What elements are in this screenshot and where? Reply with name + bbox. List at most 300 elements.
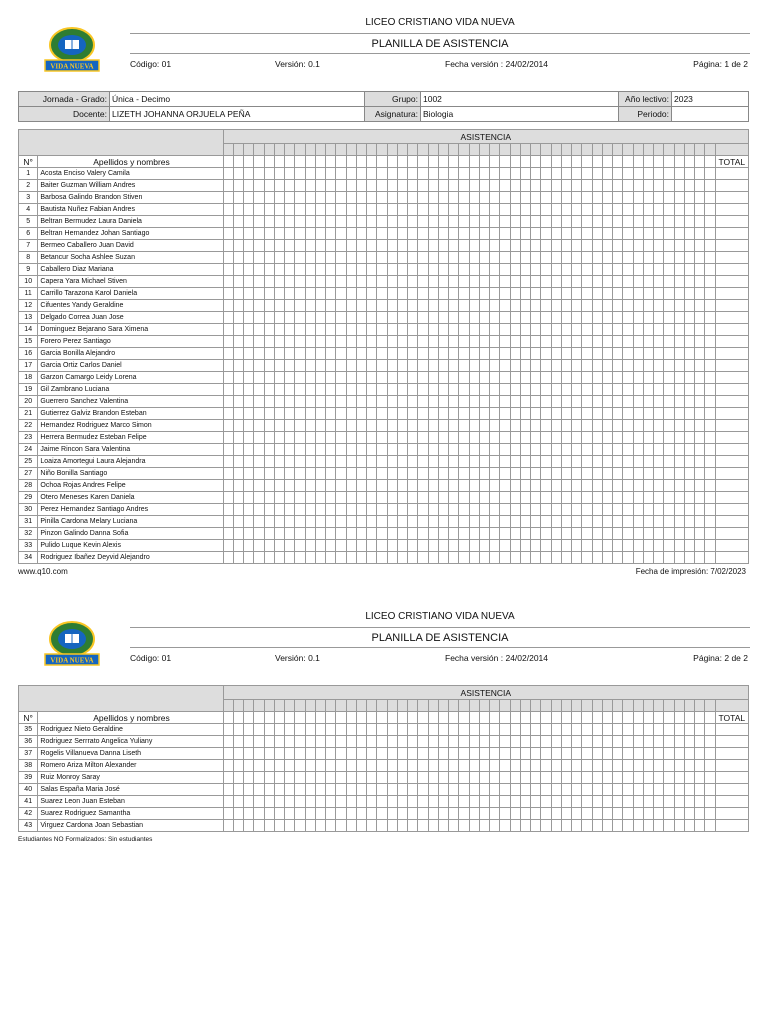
attendance-cell[interactable] — [418, 760, 428, 772]
attendance-cell[interactable] — [602, 528, 612, 540]
attendance-cell[interactable] — [438, 724, 448, 736]
attendance-cell[interactable] — [623, 336, 633, 348]
attendance-cell[interactable] — [602, 760, 612, 772]
attendance-cell[interactable] — [551, 336, 561, 348]
attendance-cell[interactable] — [408, 312, 418, 324]
attendance-cell[interactable] — [408, 480, 418, 492]
attendance-cell[interactable] — [490, 748, 500, 760]
attendance-cell[interactable] — [387, 216, 397, 228]
attendance-cell[interactable] — [295, 408, 305, 420]
attendance-cell[interactable] — [326, 540, 336, 552]
attendance-cell[interactable] — [336, 540, 346, 552]
attendance-cell[interactable] — [244, 276, 254, 288]
attendance-cell[interactable] — [305, 168, 315, 180]
attendance-cell[interactable] — [613, 348, 623, 360]
attendance-cell[interactable] — [684, 724, 694, 736]
attendance-cell[interactable] — [274, 480, 284, 492]
attendance-cell[interactable] — [602, 348, 612, 360]
attendance-cell[interactable] — [654, 772, 664, 784]
attendance-cell[interactable] — [254, 724, 264, 736]
attendance-cell[interactable] — [541, 240, 551, 252]
attendance-cell[interactable] — [449, 240, 459, 252]
attendance-cell[interactable] — [408, 492, 418, 504]
attendance-cell[interactable] — [633, 276, 643, 288]
attendance-cell[interactable] — [613, 360, 623, 372]
attendance-cell[interactable] — [531, 504, 541, 516]
attendance-cell[interactable] — [490, 444, 500, 456]
attendance-cell[interactable] — [520, 540, 530, 552]
attendance-cell[interactable] — [623, 288, 633, 300]
attendance-cell[interactable] — [397, 528, 407, 540]
attendance-cell[interactable] — [561, 724, 571, 736]
attendance-cell[interactable] — [602, 468, 612, 480]
attendance-cell[interactable] — [274, 408, 284, 420]
attendance-cell[interactable] — [264, 420, 274, 432]
attendance-cell[interactable] — [305, 468, 315, 480]
attendance-cell[interactable] — [356, 796, 366, 808]
attendance-cell[interactable] — [295, 216, 305, 228]
attendance-cell[interactable] — [623, 552, 633, 564]
attendance-cell[interactable] — [428, 264, 438, 276]
attendance-cell[interactable] — [377, 784, 387, 796]
attendance-cell[interactable] — [418, 228, 428, 240]
attendance-cell[interactable] — [520, 796, 530, 808]
attendance-cell[interactable] — [572, 516, 582, 528]
attendance-cell[interactable] — [633, 784, 643, 796]
attendance-cell[interactable] — [377, 736, 387, 748]
attendance-cell[interactable] — [295, 228, 305, 240]
attendance-cell[interactable] — [531, 204, 541, 216]
attendance-cell[interactable] — [336, 276, 346, 288]
attendance-cell[interactable] — [408, 360, 418, 372]
attendance-cell[interactable] — [582, 540, 592, 552]
attendance-cell[interactable] — [346, 336, 356, 348]
attendance-cell[interactable] — [469, 324, 479, 336]
attendance-cell[interactable] — [520, 468, 530, 480]
attendance-cell[interactable] — [469, 372, 479, 384]
attendance-cell[interactable] — [326, 408, 336, 420]
attendance-cell[interactable] — [469, 808, 479, 820]
attendance-cell[interactable] — [356, 808, 366, 820]
date-header-cell[interactable] — [613, 144, 623, 156]
attendance-cell[interactable] — [285, 396, 295, 408]
attendance-cell[interactable] — [705, 336, 715, 348]
attendance-cell[interactable] — [572, 528, 582, 540]
attendance-cell[interactable] — [459, 288, 469, 300]
attendance-cell[interactable] — [510, 504, 520, 516]
attendance-cell[interactable] — [377, 432, 387, 444]
attendance-cell[interactable] — [438, 432, 448, 444]
attendance-cell[interactable] — [633, 228, 643, 240]
attendance-cell[interactable] — [295, 528, 305, 540]
attendance-cell[interactable] — [510, 724, 520, 736]
attendance-cell[interactable] — [510, 820, 520, 832]
attendance-cell[interactable] — [510, 360, 520, 372]
attendance-cell[interactable] — [387, 480, 397, 492]
attendance-cell[interactable] — [531, 324, 541, 336]
attendance-cell[interactable] — [623, 276, 633, 288]
date-header-cell[interactable] — [223, 700, 233, 712]
attendance-cell[interactable] — [285, 736, 295, 748]
attendance-cell[interactable] — [244, 432, 254, 444]
attendance-cell[interactable] — [705, 540, 715, 552]
attendance-cell[interactable] — [449, 528, 459, 540]
attendance-cell[interactable] — [479, 204, 489, 216]
attendance-cell[interactable] — [500, 432, 510, 444]
attendance-cell[interactable] — [520, 348, 530, 360]
attendance-cell[interactable] — [274, 432, 284, 444]
attendance-cell[interactable] — [408, 192, 418, 204]
attendance-cell[interactable] — [643, 408, 653, 420]
attendance-cell[interactable] — [531, 492, 541, 504]
attendance-cell[interactable] — [295, 312, 305, 324]
attendance-cell[interactable] — [356, 240, 366, 252]
attendance-cell[interactable] — [633, 492, 643, 504]
attendance-cell[interactable] — [613, 808, 623, 820]
attendance-cell[interactable] — [572, 552, 582, 564]
attendance-cell[interactable] — [500, 240, 510, 252]
attendance-cell[interactable] — [623, 492, 633, 504]
attendance-cell[interactable] — [449, 492, 459, 504]
attendance-cell[interactable] — [295, 264, 305, 276]
attendance-cell[interactable] — [295, 384, 305, 396]
attendance-cell[interactable] — [346, 312, 356, 324]
attendance-cell[interactable] — [264, 784, 274, 796]
attendance-cell[interactable] — [315, 468, 325, 480]
attendance-cell[interactable] — [633, 192, 643, 204]
attendance-cell[interactable] — [602, 772, 612, 784]
attendance-cell[interactable] — [674, 528, 684, 540]
attendance-cell[interactable] — [490, 408, 500, 420]
attendance-cell[interactable] — [305, 492, 315, 504]
attendance-cell[interactable] — [233, 796, 243, 808]
attendance-cell[interactable] — [274, 300, 284, 312]
attendance-cell[interactable] — [664, 784, 674, 796]
attendance-cell[interactable] — [459, 228, 469, 240]
attendance-cell[interactable] — [561, 528, 571, 540]
attendance-cell[interactable] — [356, 516, 366, 528]
attendance-cell[interactable] — [449, 216, 459, 228]
attendance-cell[interactable] — [459, 336, 469, 348]
attendance-cell[interactable] — [695, 528, 705, 540]
attendance-cell[interactable] — [264, 540, 274, 552]
attendance-cell[interactable] — [510, 168, 520, 180]
attendance-cell[interactable] — [408, 276, 418, 288]
attendance-cell[interactable] — [572, 492, 582, 504]
attendance-cell[interactable] — [541, 408, 551, 420]
attendance-cell[interactable] — [326, 288, 336, 300]
attendance-cell[interactable] — [418, 528, 428, 540]
attendance-cell[interactable] — [315, 480, 325, 492]
attendance-cell[interactable] — [500, 408, 510, 420]
attendance-cell[interactable] — [490, 540, 500, 552]
attendance-cell[interactable] — [449, 300, 459, 312]
attendance-cell[interactable] — [695, 360, 705, 372]
date-header-cell[interactable] — [654, 144, 664, 156]
attendance-cell[interactable] — [233, 180, 243, 192]
attendance-cell[interactable] — [418, 420, 428, 432]
attendance-cell[interactable] — [274, 528, 284, 540]
attendance-cell[interactable] — [561, 180, 571, 192]
attendance-cell[interactable] — [561, 336, 571, 348]
attendance-cell[interactable] — [633, 396, 643, 408]
attendance-cell[interactable] — [295, 324, 305, 336]
attendance-cell[interactable] — [674, 312, 684, 324]
attendance-cell[interactable] — [459, 456, 469, 468]
attendance-cell[interactable] — [377, 396, 387, 408]
attendance-cell[interactable] — [469, 504, 479, 516]
attendance-cell[interactable] — [326, 372, 336, 384]
attendance-cell[interactable] — [531, 456, 541, 468]
attendance-cell[interactable] — [479, 784, 489, 796]
attendance-cell[interactable] — [582, 724, 592, 736]
attendance-cell[interactable] — [654, 516, 664, 528]
attendance-cell[interactable] — [274, 808, 284, 820]
attendance-cell[interactable] — [613, 480, 623, 492]
attendance-cell[interactable] — [500, 420, 510, 432]
attendance-cell[interactable] — [531, 228, 541, 240]
attendance-cell[interactable] — [633, 444, 643, 456]
attendance-cell[interactable] — [315, 384, 325, 396]
attendance-cell[interactable] — [572, 384, 582, 396]
attendance-cell[interactable] — [336, 204, 346, 216]
attendance-cell[interactable] — [438, 796, 448, 808]
attendance-cell[interactable] — [541, 552, 551, 564]
attendance-cell[interactable] — [469, 240, 479, 252]
attendance-cell[interactable] — [551, 736, 561, 748]
attendance-cell[interactable] — [397, 360, 407, 372]
attendance-cell[interactable] — [285, 192, 295, 204]
attendance-cell[interactable] — [408, 432, 418, 444]
attendance-cell[interactable] — [592, 432, 602, 444]
attendance-cell[interactable] — [254, 540, 264, 552]
attendance-cell[interactable] — [356, 528, 366, 540]
attendance-cell[interactable] — [223, 808, 233, 820]
attendance-cell[interactable] — [367, 420, 377, 432]
attendance-cell[interactable] — [705, 264, 715, 276]
attendance-cell[interactable] — [336, 180, 346, 192]
attendance-cell[interactable] — [602, 168, 612, 180]
attendance-cell[interactable] — [274, 760, 284, 772]
attendance-cell[interactable] — [674, 820, 684, 832]
attendance-cell[interactable] — [520, 724, 530, 736]
attendance-cell[interactable] — [479, 276, 489, 288]
attendance-cell[interactable] — [592, 480, 602, 492]
attendance-cell[interactable] — [274, 204, 284, 216]
attendance-cell[interactable] — [551, 192, 561, 204]
attendance-cell[interactable] — [264, 300, 274, 312]
attendance-cell[interactable] — [695, 396, 705, 408]
attendance-cell[interactable] — [551, 240, 561, 252]
attendance-cell[interactable] — [531, 360, 541, 372]
attendance-cell[interactable] — [592, 300, 602, 312]
attendance-cell[interactable] — [582, 384, 592, 396]
attendance-cell[interactable] — [633, 760, 643, 772]
attendance-cell[interactable] — [643, 772, 653, 784]
attendance-cell[interactable] — [674, 540, 684, 552]
attendance-cell[interactable] — [602, 264, 612, 276]
attendance-cell[interactable] — [397, 324, 407, 336]
attendance-cell[interactable] — [459, 724, 469, 736]
attendance-cell[interactable] — [674, 504, 684, 516]
attendance-cell[interactable] — [654, 480, 664, 492]
attendance-cell[interactable] — [705, 796, 715, 808]
attendance-cell[interactable] — [459, 760, 469, 772]
attendance-cell[interactable] — [449, 348, 459, 360]
attendance-cell[interactable] — [643, 808, 653, 820]
attendance-cell[interactable] — [490, 372, 500, 384]
attendance-cell[interactable] — [377, 408, 387, 420]
attendance-cell[interactable] — [633, 480, 643, 492]
attendance-cell[interactable] — [541, 348, 551, 360]
attendance-cell[interactable] — [408, 336, 418, 348]
attendance-cell[interactable] — [223, 468, 233, 480]
attendance-cell[interactable] — [356, 540, 366, 552]
attendance-cell[interactable] — [459, 468, 469, 480]
attendance-cell[interactable] — [285, 528, 295, 540]
attendance-cell[interactable] — [705, 808, 715, 820]
attendance-cell[interactable] — [500, 372, 510, 384]
attendance-cell[interactable] — [397, 504, 407, 516]
attendance-cell[interactable] — [531, 820, 541, 832]
attendance-cell[interactable] — [305, 384, 315, 396]
attendance-cell[interactable] — [623, 444, 633, 456]
attendance-cell[interactable] — [541, 760, 551, 772]
attendance-cell[interactable] — [541, 724, 551, 736]
attendance-cell[interactable] — [459, 820, 469, 832]
attendance-cell[interactable] — [315, 516, 325, 528]
attendance-cell[interactable] — [561, 540, 571, 552]
attendance-cell[interactable] — [408, 736, 418, 748]
attendance-cell[interactable] — [592, 552, 602, 564]
attendance-cell[interactable] — [346, 228, 356, 240]
attendance-cell[interactable] — [428, 312, 438, 324]
attendance-cell[interactable] — [654, 276, 664, 288]
date-header-cell[interactable] — [684, 144, 694, 156]
attendance-cell[interactable] — [572, 336, 582, 348]
attendance-cell[interactable] — [664, 312, 674, 324]
attendance-cell[interactable] — [408, 384, 418, 396]
attendance-cell[interactable] — [541, 384, 551, 396]
attendance-cell[interactable] — [541, 168, 551, 180]
attendance-cell[interactable] — [387, 180, 397, 192]
attendance-cell[interactable] — [684, 180, 694, 192]
attendance-cell[interactable] — [305, 192, 315, 204]
attendance-cell[interactable] — [274, 336, 284, 348]
attendance-cell[interactable] — [479, 384, 489, 396]
attendance-cell[interactable] — [541, 820, 551, 832]
attendance-cell[interactable] — [244, 748, 254, 760]
attendance-cell[interactable] — [551, 408, 561, 420]
attendance-cell[interactable] — [613, 192, 623, 204]
attendance-cell[interactable] — [633, 384, 643, 396]
attendance-cell[interactable] — [346, 264, 356, 276]
attendance-cell[interactable] — [367, 300, 377, 312]
attendance-cell[interactable] — [602, 748, 612, 760]
attendance-cell[interactable] — [336, 468, 346, 480]
attendance-cell[interactable] — [490, 300, 500, 312]
attendance-cell[interactable] — [623, 820, 633, 832]
attendance-cell[interactable] — [623, 348, 633, 360]
attendance-cell[interactable] — [233, 724, 243, 736]
attendance-cell[interactable] — [285, 820, 295, 832]
attendance-cell[interactable] — [254, 736, 264, 748]
date-header-cell[interactable] — [418, 700, 428, 712]
attendance-cell[interactable] — [377, 300, 387, 312]
date-header-cell[interactable] — [326, 144, 336, 156]
attendance-cell[interactable] — [664, 504, 674, 516]
attendance-cell[interactable] — [510, 336, 520, 348]
attendance-cell[interactable] — [613, 384, 623, 396]
attendance-cell[interactable] — [356, 180, 366, 192]
attendance-cell[interactable] — [582, 468, 592, 480]
attendance-cell[interactable] — [315, 420, 325, 432]
attendance-cell[interactable] — [356, 760, 366, 772]
date-header-cell[interactable] — [285, 144, 295, 156]
attendance-cell[interactable] — [315, 540, 325, 552]
attendance-cell[interactable] — [326, 252, 336, 264]
attendance-cell[interactable] — [520, 820, 530, 832]
attendance-cell[interactable] — [674, 724, 684, 736]
attendance-cell[interactable] — [654, 724, 664, 736]
attendance-cell[interactable] — [602, 408, 612, 420]
attendance-cell[interactable] — [602, 736, 612, 748]
attendance-cell[interactable] — [377, 492, 387, 504]
attendance-cell[interactable] — [469, 516, 479, 528]
attendance-cell[interactable] — [459, 192, 469, 204]
attendance-cell[interactable] — [520, 252, 530, 264]
attendance-cell[interactable] — [377, 372, 387, 384]
attendance-cell[interactable] — [274, 772, 284, 784]
attendance-cell[interactable] — [490, 772, 500, 784]
attendance-cell[interactable] — [315, 204, 325, 216]
attendance-cell[interactable] — [469, 252, 479, 264]
attendance-cell[interactable] — [449, 252, 459, 264]
attendance-cell[interactable] — [490, 192, 500, 204]
attendance-cell[interactable] — [613, 748, 623, 760]
attendance-cell[interactable] — [705, 456, 715, 468]
date-header-cell[interactable] — [449, 700, 459, 712]
attendance-cell[interactable] — [561, 228, 571, 240]
attendance-cell[interactable] — [643, 168, 653, 180]
date-header-cell[interactable] — [643, 700, 653, 712]
attendance-cell[interactable] — [490, 336, 500, 348]
attendance-cell[interactable] — [490, 760, 500, 772]
attendance-cell[interactable] — [285, 372, 295, 384]
attendance-cell[interactable] — [623, 408, 633, 420]
attendance-cell[interactable] — [244, 204, 254, 216]
attendance-cell[interactable] — [613, 204, 623, 216]
attendance-cell[interactable] — [623, 204, 633, 216]
attendance-cell[interactable] — [438, 444, 448, 456]
attendance-cell[interactable] — [613, 252, 623, 264]
attendance-cell[interactable] — [602, 252, 612, 264]
attendance-cell[interactable] — [592, 796, 602, 808]
attendance-cell[interactable] — [233, 384, 243, 396]
attendance-cell[interactable] — [664, 492, 674, 504]
attendance-cell[interactable] — [582, 516, 592, 528]
attendance-cell[interactable] — [551, 288, 561, 300]
attendance-cell[interactable] — [479, 312, 489, 324]
attendance-cell[interactable] — [541, 808, 551, 820]
date-header-cell[interactable] — [274, 700, 284, 712]
attendance-cell[interactable] — [572, 444, 582, 456]
attendance-cell[interactable] — [285, 204, 295, 216]
attendance-cell[interactable] — [377, 336, 387, 348]
attendance-cell[interactable] — [705, 288, 715, 300]
attendance-cell[interactable] — [490, 180, 500, 192]
attendance-cell[interactable] — [541, 300, 551, 312]
